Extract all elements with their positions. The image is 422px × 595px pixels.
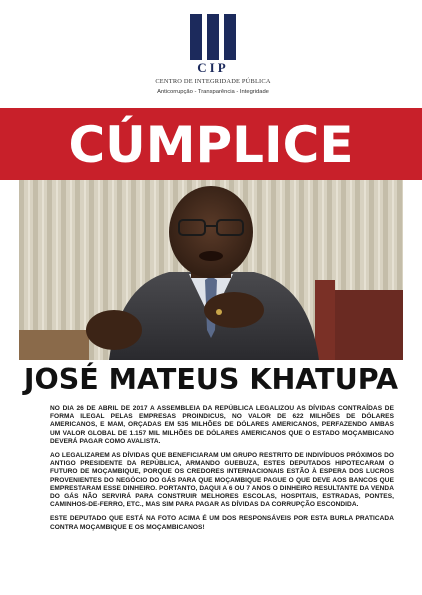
logo-bar xyxy=(224,14,236,60)
cip-logo-mark-icon xyxy=(190,14,236,60)
organization-name: CENTRO DE INTEGRIDADE PÚBLICA xyxy=(155,78,271,85)
body-text xyxy=(50,405,394,538)
paragraph: ESTE DEPUTADO QUE ESTÁ NA FOTO ACIMA É UM DOS RESPONSÁVEIS POR ESTA BURLA PRATICADA CONTRA MOÇAMBIQUE E OS MOÇAMBICANOS! xyxy=(50,515,394,531)
person-name: JOSÉ MATEUS KHATUPA xyxy=(23,363,399,396)
organization-tagline: Anticorrupção - Transparência - Integridade xyxy=(157,89,269,95)
headline-title: CÚMPLICE xyxy=(68,116,354,174)
logo-bar xyxy=(190,14,202,60)
paragraph: AO LEGALIZAREM AS DÍVIDAS QUE BENEFICIARAM UM GRUPO RESTRITO DE INDIVÍDUOS PRÓXIMOS DO ANTIGO PRESIDENTE DA REPÚBLICA, ARMANDO GUEBUZA, ESTES DEPUTADOS HIPOTECARAM O FUTURO DE MOÇAMBIQUE, PORQUE OS CREDORES INTERNACIONAIS ESTÃO À ESPERA DOS LUCROS PROVENIENTES DO NEGÓCIO DO GÁS PARA QUE MOÇAMBIQUE PAGUE O QUE DEVE AOS BANCOS QUE EMPRESTARAM ESSE DINHEIRO. PORTANTO, DAQUI A 6 OU 7 ANOS O DINHEIRO RESULTANTE DA VENDA DO GÁS NÃO SERVIRÁ PARA CONSTRUIR MELHORES ESCOLAS, HOSPITAIS, ESTRADAS, PONTES, CAMINHOS-DE-FERRO, ETC., MAS SIM PARA PAGAR AS DÍVIDAS DA CORRUPÇÃO ESCONDIDA. xyxy=(50,452,394,509)
portrait-illustration xyxy=(19,180,403,360)
logo-bar xyxy=(207,14,219,60)
paragraph: NO DIA 26 DE ABRIL DE 2017 A ASSEMBLEIA DA REPÚBLICA LEGALIZOU AS DÍVIDAS CONTRAÍDAS DE FORMA ILEGAL PELAS EMPRESAS PROINDICUS, NO VALOR DE 622 MILHÕES DE DÓLARES AMERICANOS, E MAM, ORÇADAS EM 535 MILHÕES DE DÓLARES AMERICANOS, PERFAZENDO AMBAS UM VALOR GLOBAL DE 1.157 MIL MILHÕES DE DÓLARES AMERICANOS QUE O ESTADO MOÇAMBICANO DEVERÁ PAGAR COMO AVALISTA. xyxy=(50,405,394,445)
logo-letters: CIP xyxy=(197,60,229,75)
portrait-photo xyxy=(19,180,403,360)
